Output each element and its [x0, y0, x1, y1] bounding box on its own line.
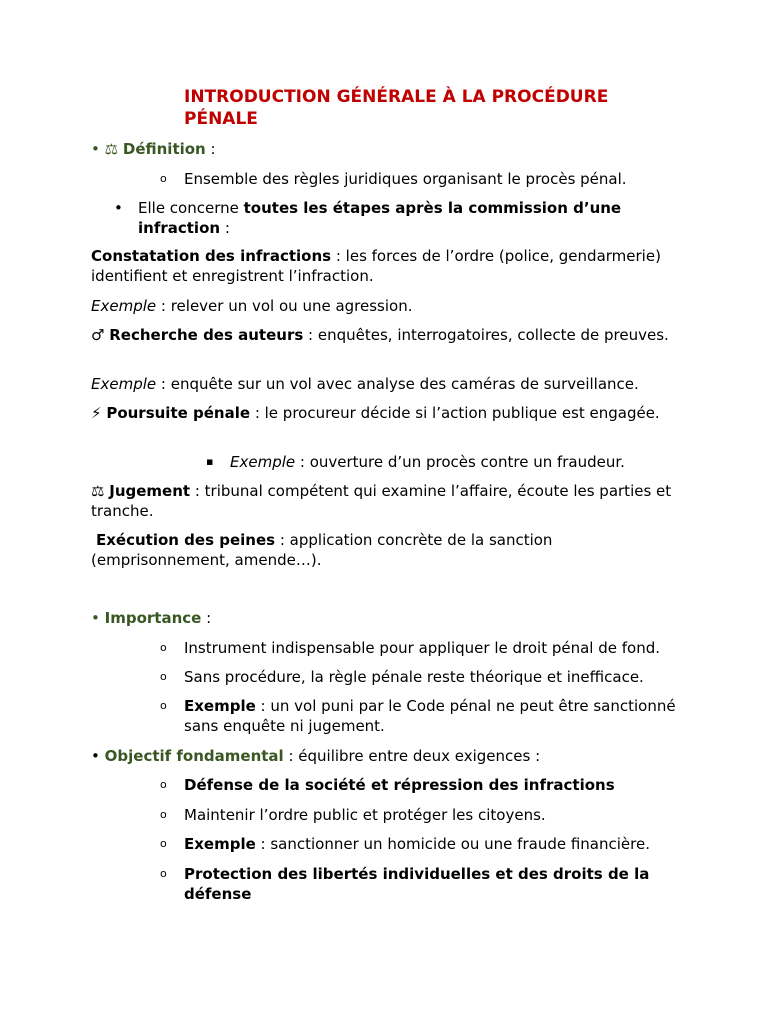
- constatation-text: : les forces de l’ordre (police, gendarmerie) identifient et enregistrent l’infraction.: [91, 247, 661, 285]
- importance-heading: [91, 608, 681, 628]
- importance-item-3: [160, 696, 684, 736]
- importance-item-1: [160, 638, 684, 658]
- circle-marker: o: [160, 808, 167, 821]
- recherche-example-label: Exemple: [91, 375, 157, 393]
- definition-item-1-text: Ensemble des règles juridiques organisant le procès pénal.: [184, 170, 627, 188]
- recherche-example: [91, 374, 681, 394]
- circle-marker: o: [160, 641, 167, 654]
- scales-icon: ⚖: [104, 140, 119, 158]
- poursuite-heading: Poursuite pénale: [106, 404, 251, 422]
- male-sign-icon: ♂: [91, 326, 105, 344]
- definition-label: Définition: [122, 140, 206, 158]
- jugement-text: : tribunal compétent qui examine l’affaire, écoute les parties et tranche.: [91, 482, 672, 520]
- objectif-item-1: [160, 775, 684, 795]
- importance-example-label: Exemple: [184, 697, 256, 715]
- definition-item-2: [114, 198, 658, 238]
- circle-marker: o: [160, 837, 167, 850]
- definition-item-2-prefix: Elle concerne: [138, 199, 244, 217]
- execution-heading: Exécution des peines: [96, 531, 276, 549]
- objectif-item-3-label: Exemple: [184, 835, 256, 853]
- importance-example-text: : un vol puni par le Code pénal ne peut être sanctionné sans enquête ni jugement.: [184, 697, 676, 735]
- definition-colon: :: [205, 140, 216, 158]
- page-title: INTRODUCTION GÉNÉRALE À LA PROCÉDURE PÉNALE: [184, 87, 609, 129]
- objectif-item-4: [160, 864, 684, 904]
- step-constatation: [91, 246, 681, 286]
- poursuite-text: : le procureur décide si l’action publique est engagée.: [250, 404, 660, 422]
- objectif-item-4-text: Protection des libertés individuelles et des droits de la défense: [184, 865, 650, 903]
- importance-item-2: [160, 667, 684, 687]
- recherche-heading: Recherche des auteurs: [109, 326, 304, 344]
- dot-marker: •: [114, 199, 123, 217]
- objectif-bullet: •: [91, 747, 100, 765]
- objectif-item-1-text: Défense de la société et répression des infractions: [184, 776, 615, 794]
- circle-marker: o: [160, 699, 167, 712]
- importance-item-1-text: Instrument indispensable pour appliquer le droit pénal de fond.: [184, 639, 661, 657]
- lightning-icon: ⚡: [91, 404, 102, 422]
- definition-item-2-suffix: :: [220, 219, 230, 237]
- execution-text: : application concrète de la sanction (emprisonnement, amende…).: [91, 531, 553, 569]
- scales-icon: ⚖: [91, 482, 105, 500]
- recherche-text: : enquêtes, interrogatoires, collecte de preuves.: [303, 326, 669, 344]
- objectif-item-2: [160, 805, 684, 825]
- objectif-item-3-text: : sanctionner un homicide ou une fraude financière.: [255, 835, 650, 853]
- importance-label: Importance: [104, 609, 202, 627]
- constatation-example-text: : relever un vol ou une agression.: [156, 297, 413, 315]
- jugement-heading: Jugement: [109, 482, 191, 500]
- objectif-text: : équilibre entre deux exigences :: [283, 747, 541, 765]
- poursuite-example-label: Exemple: [230, 453, 296, 471]
- constatation-example: [91, 296, 681, 316]
- poursuite-example-text: : ouverture d’un procès contre un fraudeur.: [295, 453, 625, 471]
- definition-heading: [91, 139, 681, 159]
- square-marker: ▪: [206, 455, 214, 468]
- importance-item-2-text: Sans procédure, la règle pénale reste théorique et inefficace.: [184, 668, 644, 686]
- definition-bullet: •: [91, 140, 100, 158]
- step-execution: [91, 530, 681, 570]
- circle-marker: o: [160, 670, 167, 683]
- definition-item-2-bold: toutes les étapes après la commission d’une infraction: [138, 199, 622, 237]
- step-jugement: [91, 481, 681, 521]
- importance-colon: :: [201, 609, 212, 627]
- circle-marker: o: [160, 778, 167, 791]
- constatation-heading: Constatation des infractions: [91, 247, 332, 265]
- objectif-item-2-text: Maintenir l’ordre public et protéger les citoyens.: [184, 806, 546, 824]
- step-poursuite: [91, 403, 681, 423]
- importance-bullet: •: [91, 609, 100, 627]
- constatation-example-label: Exemple: [91, 297, 157, 315]
- poursuite-example: [206, 452, 680, 472]
- objectif-heading: [91, 746, 681, 766]
- definition-item-1: [160, 169, 684, 189]
- circle-marker: o: [160, 172, 167, 185]
- recherche-example-text: : enquête sur un vol avec analyse des caméras de surveillance.: [156, 375, 639, 393]
- objectif-label: Objectif fondamental: [104, 747, 284, 765]
- circle-marker: o: [160, 867, 167, 880]
- objectif-item-3: [160, 834, 684, 854]
- step-recherche: [91, 325, 681, 345]
